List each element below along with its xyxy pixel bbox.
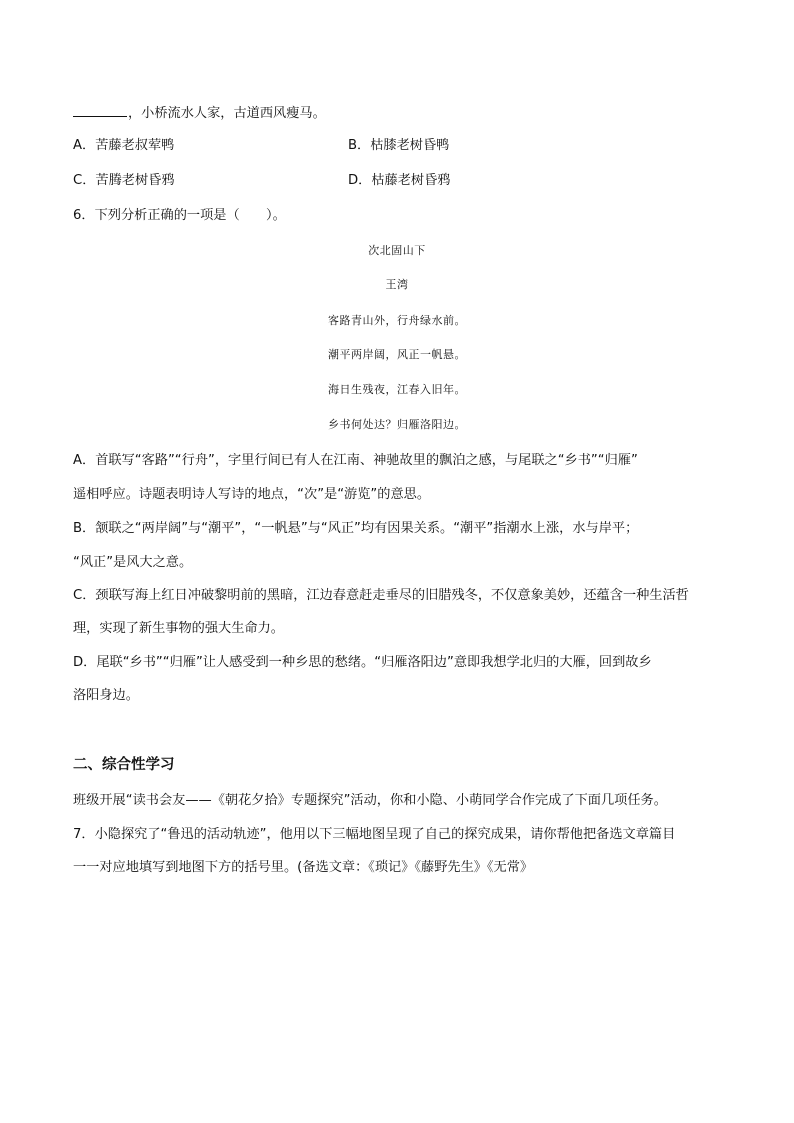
poem-line: 乡书何处达？归雁洛阳边。 <box>328 418 466 431</box>
poem-title: 次北固山下 <box>368 244 426 257</box>
q6-option-a-line2: 遥相呼应。诗题表明诗人写诗的地点，“次”是“游览”的意思。 <box>73 487 431 502</box>
poem-line: 海日生残夜，江春入旧年。 <box>328 383 466 396</box>
q6-stem: 6．下列分析正确的一项是（ ）。 <box>73 208 286 223</box>
q5-option-b: B．枯膝老树昏鸭 <box>348 138 450 153</box>
q6-option-a-line1: A．首联写“客路”“行舟”，字里行间已有人在江南、神驰故里的飘泊之感，与尾联之“乡书”“归雁” <box>73 453 638 468</box>
q7-stem-line2: 一一对应地填写到地图下方的括号里。(备选文章：《琐记》《藤野先生》《无常》 <box>73 860 534 875</box>
q5-stem <box>73 104 326 123</box>
q5-stem-text: ，小桥流水人家，古道西风瘦马。 <box>128 106 326 121</box>
q5-option-c: C．苦腾老树昏鸦 <box>73 173 175 188</box>
q6-option-c-line2: 理，实现了新生事物的强大生命力。 <box>73 621 284 636</box>
answer-blank <box>73 104 127 117</box>
poem-line: 客路青山外，行舟绿水前。 <box>328 314 466 327</box>
q5-option-d: D．枯藤老树昏鸦 <box>348 173 451 188</box>
q6-option-c-line1: C．颈联写海上红日冲破黎明前的黑暗，江边春意赶走垂尽的旧腊残冬，不仅意象美妙，还蕴含一种生活哲 <box>73 588 689 603</box>
q6-option-b-line2: “风正”是风大之意。 <box>73 555 193 570</box>
section-heading: 二、综合性学习 <box>73 757 175 773</box>
q6-option-d-line2: 洛阳身边。 <box>73 688 139 703</box>
q6-option-b-line1: B．颔联之“两岸阔”与“潮平”，“一帆悬”与“风正”均有因果关系。“潮平”指潮水上涨，水与岸平； <box>73 521 639 536</box>
section-intro: 班级开展“读书会友——《朝花夕拾》专题探究”活动，你和小隐、小萌同学合作完成了下面几项任务。 <box>73 793 667 808</box>
q6-option-d-line1: D．尾联“乡书”“归雁”让人感受到一种乡思的愁绪。“归雁洛阳边”意即我想学北归的大雁，回到故乡 <box>73 655 652 670</box>
poem-author: 王湾 <box>385 278 409 291</box>
q7-stem-line1: 7．小隐探究了“鲁迅的活动轨迹”，他用以下三幅地图呈现了自己的探究成果，请你帮他把备选文章篇目 <box>73 827 676 842</box>
poem-line: 潮平两岸阔，风正一帆悬。 <box>328 348 466 361</box>
q5-option-a: A．苦藤老叔荤鸭 <box>73 138 175 153</box>
